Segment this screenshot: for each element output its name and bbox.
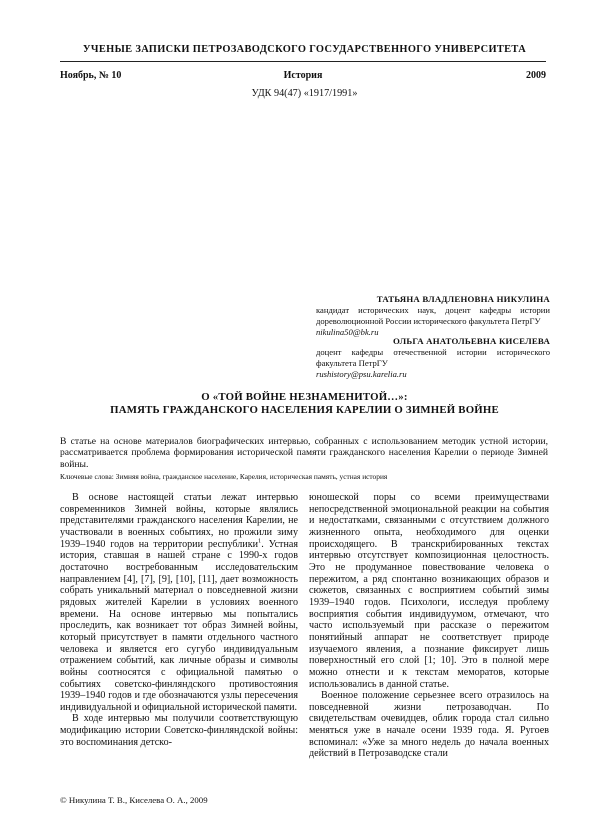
body-paragraph: юношеской поры со всеми преимуществами непосредственной эмоциональной реакции на события и недостатками, связанными с отсутствием должного жизненного опыта, необходимого для оценки происходящего. В транскрибированных текстах интервью отсутствует композиционная целостность. Это не продуманное повествование человека о пережитом, а ряд спонтанно возникающих образов и сюжетов, связанных с восприятием событий зимы 1939–1940 годов. Психологи, исследуя проблему восприятия события индивидуумом, отмечают, что часто используемый при рассказе о пережитом понятийный аппарат не соответствует природе изучаемого явления, а познание фиксирует лишь поверхностный его слой [1; 10]. Это в полной мере можно отнести и к текстам меморатов, которые использовались в данной статье. <box>309 492 549 690</box>
body-paragraph: В ходе интервью мы получили соответствующую модификацию истории Советско-финляндской войны: это воспоминания детско- <box>60 713 298 748</box>
body-text: В основе настоящей статьи лежат интервью современников Зимней войны, которые являлись представителями гражданского населения Карелии, не участвовали в военных событиях, но прожили зиму 1939–1940 годов на территории республики <box>60 492 298 550</box>
footnote-mark[interactable]: 1 <box>258 537 262 545</box>
journal-title: УЧЕНЫЕ ЗАПИСКИ ПЕТРОЗАВОДСКОГО ГОСУДАРСТВЕННОГО УНИВЕРСИТЕТА <box>82 44 527 55</box>
author-block-1 <box>316 294 550 338</box>
author-name: ТАТЬЯНА ВЛАДЛЕНОВНА НИКУЛИНА <box>376 294 550 304</box>
body-paragraph: Военное положение серьезнее всего отразилось на повседневной жизни петрозаводчан. По свидетельствам очевидцев, облик города стал сильно меняться уже в начале осени 1939 года. Я. Ругоев вспоминал: «Уже за много недель до начала военных действий в Петрозаводске стали <box>309 690 549 760</box>
author-email[interactable]: rushistory@psu.karelia.ru <box>316 369 407 380</box>
article-title <box>0 391 609 417</box>
author-email[interactable]: nikulina50@bk.ru <box>316 327 379 338</box>
body-column-left <box>60 492 298 748</box>
body-column-right <box>309 492 549 760</box>
abstract: В статье на основе материалов биографических интервью, собранных с использованием методик устной истории, рассматривается проблема формирования исторической памяти гражданского населения Карелии о периоде Зимней войны. <box>60 436 548 470</box>
issue-label: Ноябрь, № 10 <box>60 70 122 81</box>
article-title-line-2: ПАМЯТЬ ГРАЖДАНСКОГО НАСЕЛЕНИЯ КАРЕЛИИ О ЗИМНЕЙ ВОЙНЕ <box>110 404 499 417</box>
body-text: . Устная история, ставшая в нашей стране с 1990-х годов достаточно востребованным исследовательским направлением [4], [7], [9], [10], [11], дает возможность собрать уникальный материал о повседневной жизни рядовых жителей Карелии в условиях военного времени. На основе интервью мы попытались проследить, как возникает тот образ Зимней войны, который присутствует в памяти отдельного частного человека и является его сугубо индивидуальным отражением событий, как личные образы и символы войны соотносятся с официальной памятью о событиях советско-финляндского противостояния 1939–1940 годов и где обозначаются узлы пересечения индивидуальной и официальной исторической памяти. <box>60 538 298 713</box>
article-title-line-1: О «ТОЙ ВОЙНЕ НЕЗНАМЕНИТОЙ…»: <box>201 391 408 403</box>
body-paragraph <box>60 492 298 713</box>
header-rule <box>60 61 546 62</box>
section-label: История <box>283 70 323 81</box>
keywords: Ключевые слова: Зимняя война, гражданское население, Карелия, историческая память, устная история <box>60 472 388 481</box>
copyright-footer: © Никулина Т. В., Киселева О. А., 2009 <box>60 795 208 805</box>
author-name: ОЛЬГА АНАТОЛЬЕВНА КИСЕЛЕВА <box>392 336 550 346</box>
author-block-2 <box>316 336 550 380</box>
author-affiliation: кандидат исторических наук, доцент кафедры истории дореволюционной России исторического факультета ПетрГУ <box>316 305 550 327</box>
year-label: 2009 <box>526 70 546 81</box>
author-affiliation: доцент кафедры отечественной истории исторического факультета ПетрГУ <box>316 347 550 369</box>
udc-code: УДК 94(47) «1917/1991» <box>251 88 358 99</box>
